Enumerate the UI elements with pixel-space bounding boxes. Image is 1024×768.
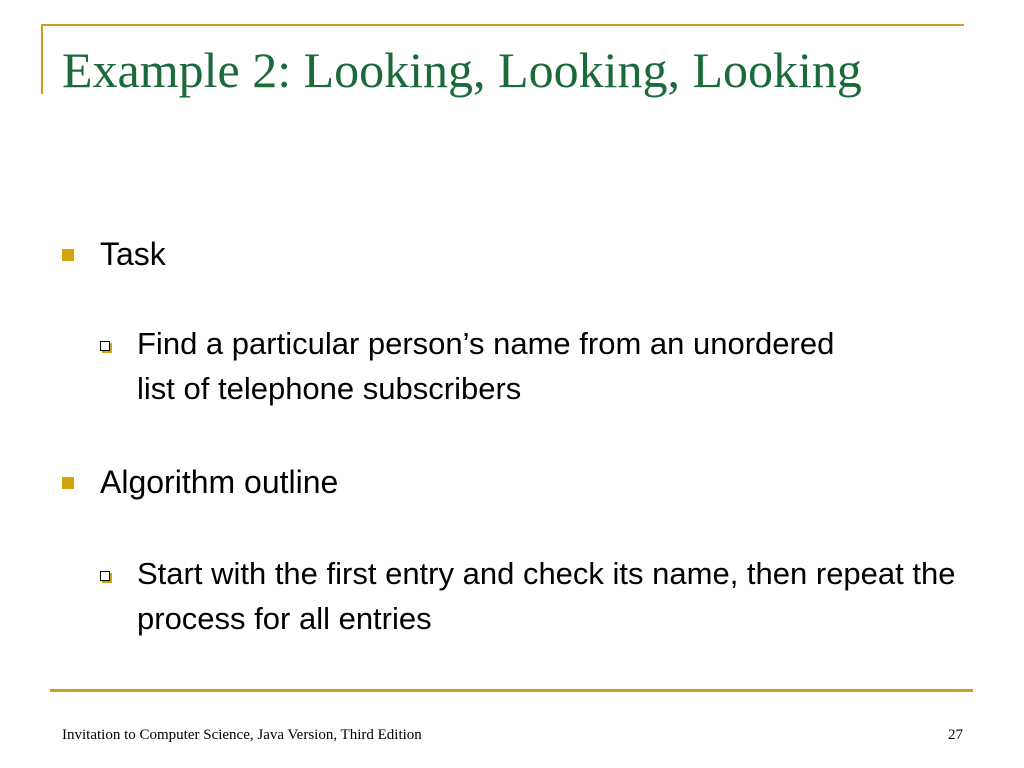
frame-top-line xyxy=(41,24,964,26)
frame-left-line xyxy=(41,24,43,94)
sub-bullet-algorithm xyxy=(100,552,960,642)
square-bullet-icon xyxy=(62,249,74,261)
bullet-task xyxy=(62,236,166,273)
sub-bullet-text: Start with the first entry and check its name, then repeat the process for all entries xyxy=(137,556,956,636)
bullet-label: Algorithm outline xyxy=(100,464,339,500)
square-bullet-icon xyxy=(62,477,74,489)
hollow-square-bullet-icon xyxy=(100,341,110,351)
sub-bullet-text: Find a particular person’s name from an unordered list of telephone subscribers xyxy=(137,326,835,406)
slide-title: Example 2: Looking, Looking, Looking xyxy=(62,42,862,98)
sub-bullet-task xyxy=(100,322,840,412)
page-number: 27 xyxy=(948,727,963,743)
footer-divider xyxy=(50,689,973,692)
bullet-label: Task xyxy=(100,236,166,272)
bullet-algorithm-outline xyxy=(62,464,338,501)
hollow-square-bullet-icon xyxy=(100,571,110,581)
footer-text: Invitation to Computer Science, Java Version, Third Edition xyxy=(62,727,422,743)
